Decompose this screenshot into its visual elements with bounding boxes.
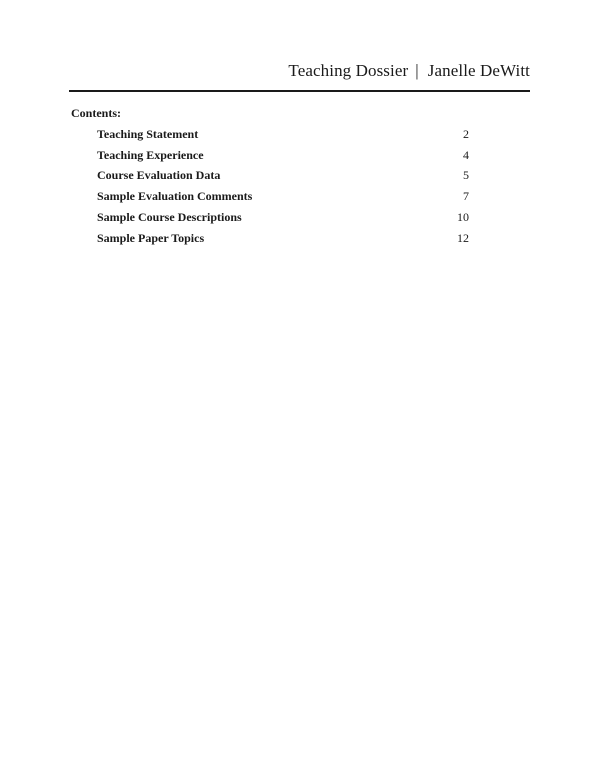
- header-separator: |: [415, 61, 419, 80]
- toc-item-title: Sample Paper Topics: [97, 230, 205, 245]
- author-name: Janelle DeWitt: [427, 61, 530, 80]
- toc-item-sample-course-descriptions[interactable]: [97, 207, 469, 228]
- toc-item-page: 2: [463, 126, 469, 141]
- toc-item-course-evaluation-data[interactable]: [97, 166, 469, 187]
- toc-item-page: 4: [463, 147, 469, 162]
- toc-item-page: 10: [457, 210, 469, 225]
- table-of-contents: [97, 124, 469, 249]
- toc-item-title: Course Evaluation Data: [97, 168, 221, 183]
- toc-item-sample-paper-topics[interactable]: [97, 228, 469, 249]
- toc-item-teaching-statement[interactable]: [97, 124, 469, 145]
- toc-item-title: Teaching Statement: [97, 126, 199, 141]
- toc-item-page: 7: [463, 189, 469, 204]
- contents-heading: Contents:: [71, 106, 121, 120]
- document-title: Teaching Dossier: [288, 61, 409, 80]
- toc-item-title: Sample Evaluation Comments: [97, 189, 253, 204]
- toc-item-page: 5: [463, 168, 469, 183]
- header-rule: [69, 90, 530, 92]
- toc-item-teaching-experience[interactable]: [97, 145, 469, 166]
- toc-item-page: 12: [457, 230, 469, 245]
- toc-item-sample-evaluation-comments[interactable]: [97, 186, 469, 207]
- toc-item-title: Teaching Experience: [97, 147, 204, 162]
- toc-item-title: Sample Course Descriptions: [97, 210, 242, 225]
- page-header: [288, 60, 530, 82]
